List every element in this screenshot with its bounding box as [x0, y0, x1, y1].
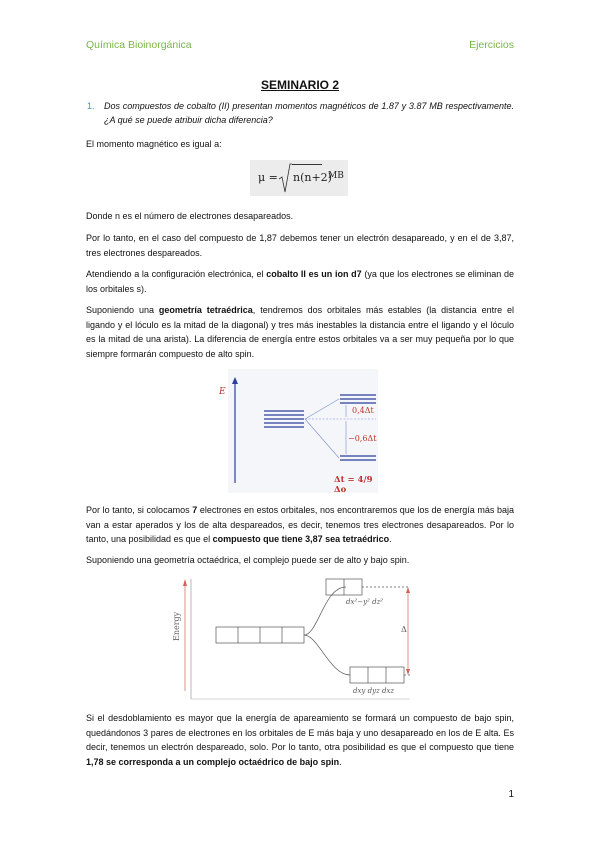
- header-left: Química Bioinorgánica: [86, 39, 192, 51]
- upper-split-label: 0,4Δt: [352, 406, 374, 415]
- t2g-orbitals-label: dxy dyz dxz: [353, 687, 395, 695]
- paragraph-5: Suponiendo una geometría tetraédrica, tendremos dos orbitales más estables (la distancia entre el ligando y el lóculo es la mitad de la diagonal) y tres más inestables la distancia entre el ligando y el lóculo es la mitad de una arista). La diferencia de energía entre estos orbitales va a ser muy pequeña por lo que siempre formarán compuesto de alto spin.: [86, 305, 514, 359]
- paragraph-7: Suponiendo una geometría octaédrica, el complejo puede ser de alto y bajo spin.: [86, 555, 410, 565]
- octahedral-svg: [178, 571, 418, 701]
- tetrahedral-splitting-diagram: [219, 369, 378, 495]
- sqrt-sign: [278, 163, 292, 195]
- formula-lhs: μ =: [258, 171, 278, 184]
- page-title: SEMINARIO 2: [260, 78, 339, 92]
- paragraph-6: Por lo tanto, si colocamos 7 electrones en estos orbitales, nos encontraremos que los de energía más baja van a estar aperados y los de alta despareados, es decir, tenemos tres electrones desapareados. Por lo tanto, una posibilidad es que el compuesto que tiene 3,87 sea tetraédrico.: [86, 505, 514, 544]
- magnetic-moment-formula: [250, 160, 348, 196]
- sqrt-bar: [292, 164, 322, 165]
- delta-o-label: Δ: [401, 625, 407, 634]
- energy-label: E: [219, 387, 226, 397]
- delta-relation: Δt = 4/9 Δo: [334, 475, 373, 495]
- eg-orbitals-label: dx²−y² dz²: [346, 598, 384, 606]
- paragraph-3: Por lo tanto, en el caso del compuesto de 1,87 debemos tener un electrón desapareado, y en el de 3,87, tres electrones despareados.: [86, 233, 514, 258]
- page-number: 1: [508, 789, 514, 800]
- lower-split-label: −0,6Δt: [348, 434, 377, 443]
- formula-radicand: n(n+2): [293, 171, 332, 184]
- question-text: Dos compuestos de cobalto (II) presentan momentos magnéticos de 1.87 y 3.87 MB respectivamente. ¿A qué se puede atribuir dicha diferencia?: [104, 101, 514, 125]
- paragraph-2: Donde n es el número de electrones desapareados.: [86, 211, 294, 221]
- paragraph-8: Si el desdoblamiento es mayor que la energía de apareamiento se formará un compuesto de bajo spin, quedándonos 3 pares de electrones en los orbitales de E más baja y uno desapareado en los de E alta. Es decir, tenemos un electrón despareado, solo. Por lo tanto, otra posibilidad es que el compuesto que tiene 1,78 se corresponda a un complejo octaédrico de bajo spin.: [86, 713, 514, 767]
- question-number: 1.: [87, 101, 95, 111]
- octahedral-splitting-diagram: [172, 571, 418, 701]
- formula-unit: MB: [328, 171, 344, 181]
- paragraph-4: Atendiendo a la configuración electrónica, el cobalto II es un ion d7 (ya que los electrones se eliminan de los orbitales s).: [86, 269, 514, 294]
- paragraph-1: El momento magnético es igual a:: [86, 139, 222, 149]
- energy-axis-label: Energy: [172, 611, 181, 641]
- question-1: [87, 99, 514, 127]
- header-right: Ejercicios: [469, 39, 514, 51]
